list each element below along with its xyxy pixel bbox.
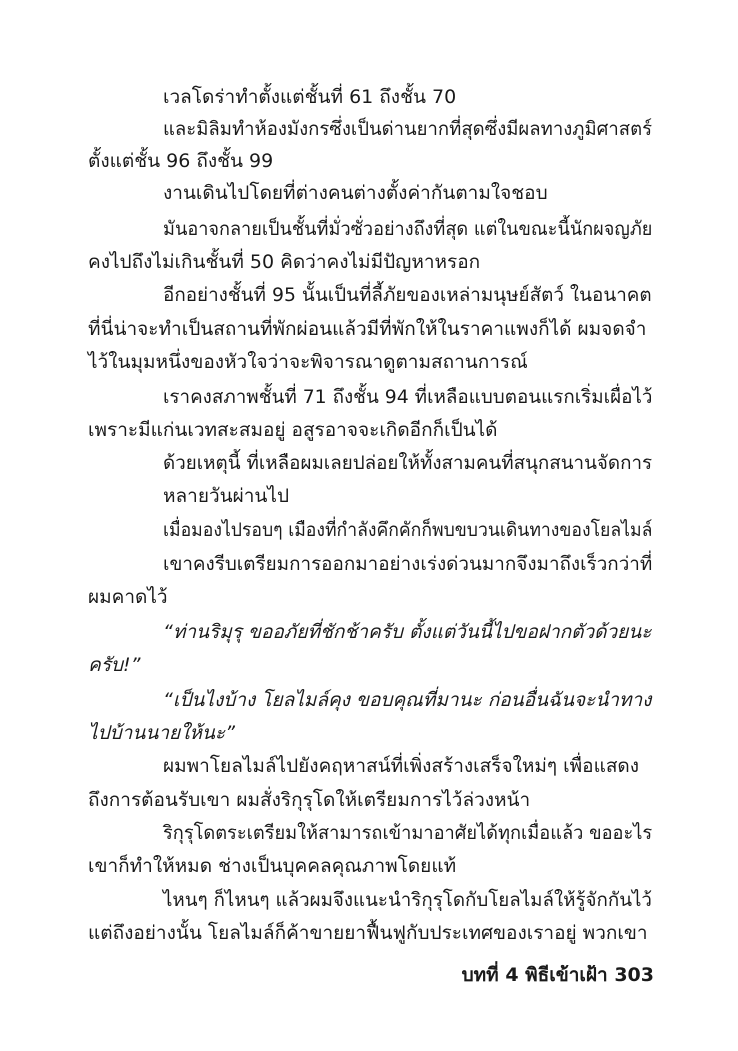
text-line-15: เขาคงรีบเตรียมการออกมาอย่างเร่งด่วนมากจึงมาถึงเร็วกว่าที่ <box>163 553 653 575</box>
dialogue-line-2: ครับ!” <box>88 654 141 676</box>
text-line-10: เราคงสภาพชั้นที่ 71 ถึงชั้น 94 ที่เหลือแบบตอนแรกเริ่มเผื่อไว้ <box>163 386 653 408</box>
text-line-7: อีกอย่างชั้นที่ 95 นั้นเป็นที่ลี้ภัยของเหล่ามนุษย์สัตว์ ในอนาคต <box>163 284 652 306</box>
text-line-22: แต่ถึงอย่างนั้น โยลไมล์ก็ค้าขายยาฟื้นฟูกับประเทศของเราอยู่ พวกเขา <box>88 922 648 944</box>
text-line-14: เมื่อมองไปรอบๆ เมืองที่กำลังคึกคักก็พบขบวนเดินทางของโยลไมล์ <box>163 519 653 541</box>
text-line-6: คงไปถึงไม่เกินชั้นที่ 50 คิดว่าคงไม่มีปัญหาหรอก <box>88 251 481 273</box>
text-line-20: เขาก็ทำให้หมด ช่างเป็นบุคคลคุณภาพโดยแท้ <box>88 855 457 877</box>
dialogue-line-4: ไปบ้านนายให้นะ” <box>88 722 235 744</box>
text-line-2: และมิลิมทำห้องมังกรซึ่งเป็นด่านยากที่สุดซึ่งมีผลทางภูมิศาสตร์ <box>163 118 653 140</box>
text-line-16: ผมคาดไว้ <box>88 586 168 608</box>
text-line-12: ด้วยเหตุนี้ ที่เหลือผมเลยปล่อยให้ทั้งสามคนที่สนุกสนานจัดการ <box>163 452 653 474</box>
dialogue-line-3: “เป็นไงบ้าง โยลไมล์คุง ขอบคุณที่มานะ ก่อนอื่นฉันจะนำทาง <box>163 689 652 711</box>
text-line-5: มันอาจกลายเป็นชั้นที่มั่วซั่วอย่างถึงที่สุด แต่ในขณะนี้นักผจญภัย <box>163 218 653 240</box>
text-line-8: ที่นี่น่าจะทำเป็นสถานที่พักผ่อนแล้วมีที่พักให้ในราคาแพงก็ได้ ผมจดจำ <box>88 318 647 340</box>
text-line-19: ริกุรุโดตระเตรียมให้สามารถเข้ามาอาศัยได้ทุกเมื่อแล้ว ขออะไร <box>163 822 653 844</box>
text-line-9: ไว้ในมุมหนึ่งของหัวใจว่าจะพิจารณาดูตามสถานการณ์ <box>88 351 528 373</box>
text-line-21: ไหนๆ ก็ไหนๆ แล้วผมจึงแนะนำริกุรุโดกับโยลไมล์ให้รู้จักกันไว้ <box>163 889 652 911</box>
text-line-4: งานเดินไปโดยที่ต่างคนต่างตั้งค่ากันตามใจชอบ <box>163 182 548 204</box>
page-footer: บทที่ 4 พิธีเข้าเฝ้า 303 <box>461 964 654 986</box>
text-line-13: หลายวันผ่านไป <box>163 485 290 507</box>
dialogue-line-1: “ท่านริมุรุ ขออภัยที่ชักช้าครับ ตั้งแต่วันนี้ไปขอฝากตัวด้วยนะ <box>163 621 652 643</box>
text-line-18: ถึงการต้อนรับเขา ผมสั่งริกุรุโดให้เตรียมการไว้ล่วงหน้า <box>88 789 531 811</box>
text-line-11: เพราะมีแก่นเวทสะสมอยู่ อสูรอาจจะเกิดอีกก็เป็นได้ <box>88 419 498 441</box>
text-line-3: ตั้งแต่ชั้น 96 ถึงชั้น 99 <box>88 150 274 172</box>
text-line-1: เวลโดร่าทำตั้งแต่ชั้นที่ 61 ถึงชั้น 70 <box>163 86 457 108</box>
text-line-17: ผมพาโยลไมล์ไปยังคฤหาสน์ที่เพิ่งสร้างเสร็จใหม่ๆ เพื่อแสดง <box>163 755 640 777</box>
